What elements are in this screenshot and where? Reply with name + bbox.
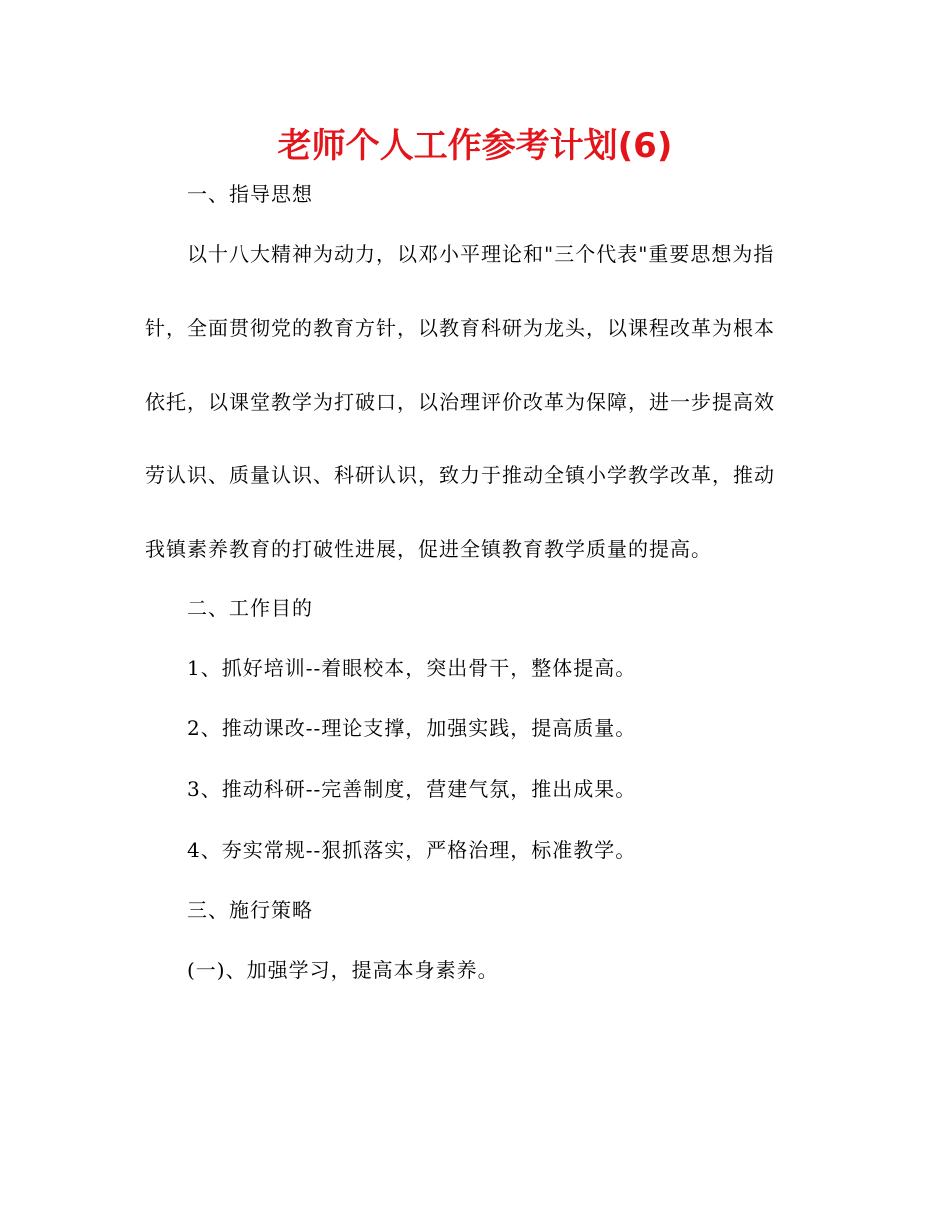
section-heading-strategies: 三、施行策略 bbox=[187, 898, 313, 922]
subsection-heading: (一)、加强学习，提高本身素养。 bbox=[187, 958, 499, 982]
paragraph-line: 以十八大精神为动力，以邓小平理论和"三个代表"重要思想为指 bbox=[187, 242, 775, 266]
paragraph-line: 劳认识、质量认识、科研认识，致力于推动全镇小学教学改革，推动 bbox=[145, 463, 775, 487]
document-title: 老师个人工作参考计划(6) bbox=[277, 126, 673, 166]
goal-item: 1、抓好培训--着眼校本，突出骨干，整体提高。 bbox=[187, 656, 637, 680]
goal-item: 4、夯实常规--狠抓落实，严格治理，标准教学。 bbox=[187, 838, 637, 862]
section-heading-work-goals: 二、工作目的 bbox=[187, 596, 313, 620]
paragraph-line: 依托，以课堂教学为打破口，以治理评价改革为保障，进一步提高效 bbox=[145, 390, 775, 414]
paragraph-line: 我镇素养教育的打破性进展，促进全镇教育教学质量的提高。 bbox=[145, 537, 712, 561]
section-heading-guiding-ideology: 一、指导思想 bbox=[187, 182, 313, 206]
goal-item: 3、推动科研--完善制度，营建气氛，推出成果。 bbox=[187, 777, 637, 801]
goal-item: 2、推动课改--理论支撑，加强实践，提高质量。 bbox=[187, 716, 637, 740]
paragraph-line: 针，全面贯彻党的教育方针，以教育科研为龙头，以课程改革为根本 bbox=[145, 316, 775, 340]
